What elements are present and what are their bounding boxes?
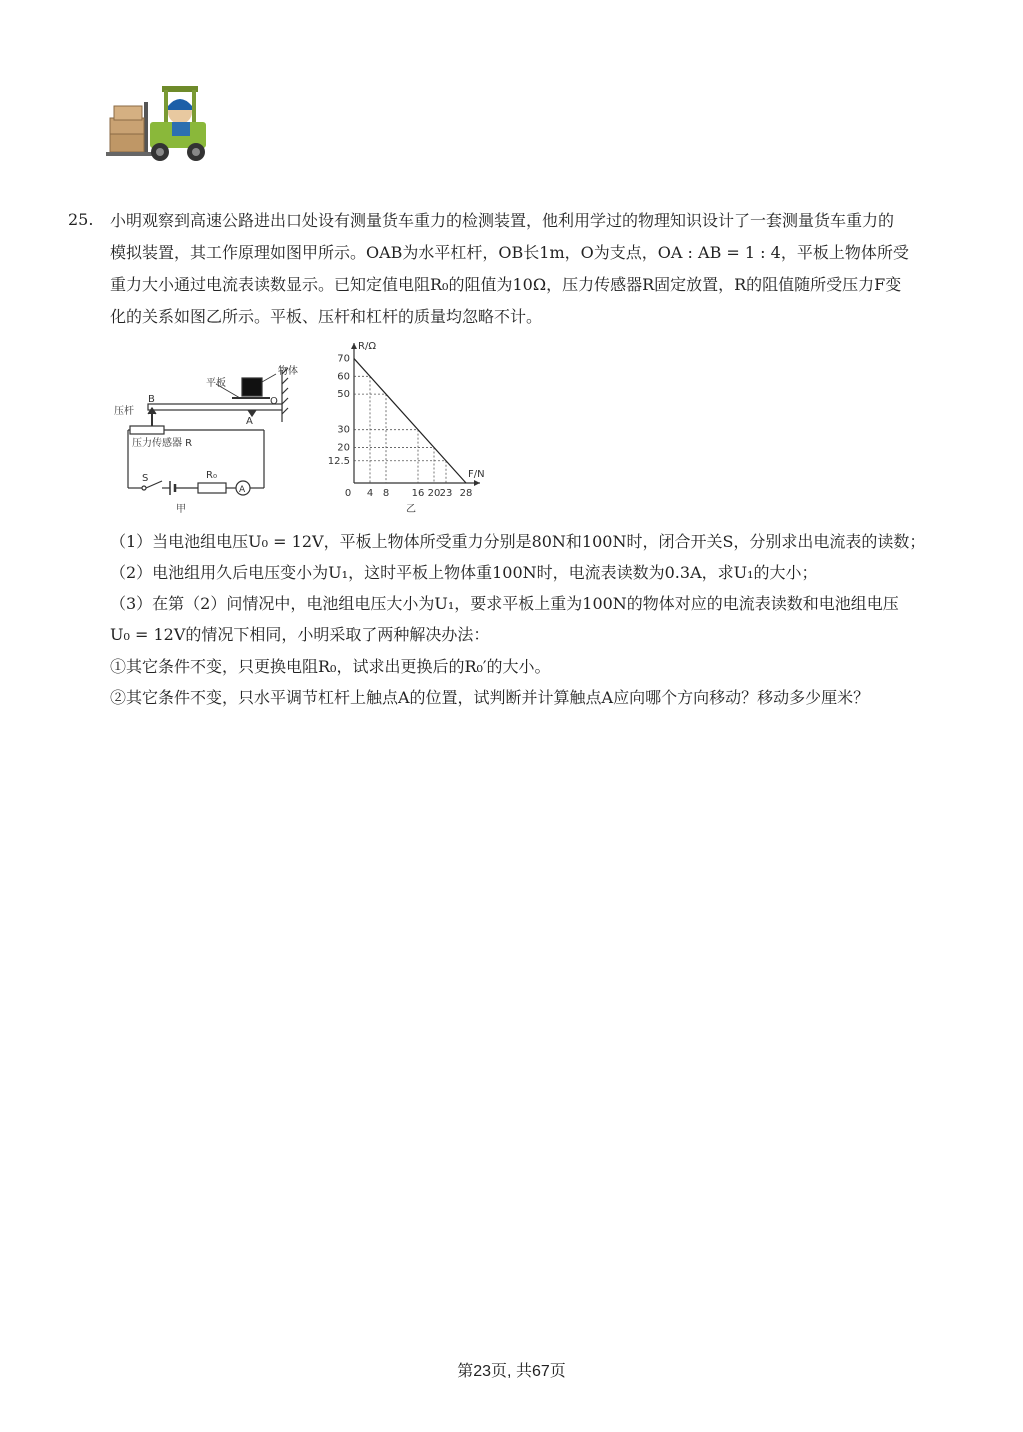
intro-line: 小明观察到高速公路进出口处设有测量货车重力的检测装置，他利用学过的物理知识设计了一套测量货车重力的 bbox=[110, 211, 895, 230]
y-tick-label: 50 bbox=[337, 389, 350, 401]
question-intro bbox=[110, 205, 958, 333]
sub-question-3-method-1: ①其它条件不变，只更换电阻R₀，试求出更换后的R₀′的大小。 bbox=[110, 657, 551, 676]
y-axis-label: R/Ω bbox=[358, 341, 376, 352]
label-point-b: B bbox=[148, 394, 155, 405]
label-rod: 压杆 bbox=[114, 406, 134, 417]
question-number: 25. bbox=[68, 210, 94, 229]
intro-line: 化的关系如图乙所示。平板、压杆和杠杆的质量均忽略不计。 bbox=[110, 307, 543, 326]
y-tick-label: 20 bbox=[337, 442, 350, 454]
caption-yi: 乙 bbox=[406, 504, 416, 515]
label-sensor: 压力传感器 R bbox=[132, 438, 193, 449]
x-tick-label: 20 bbox=[427, 488, 441, 499]
intro-line: 模拟装置，其工作原理如图甲所示。OAB为水平杠杆，OB长1m，O为支点，OA : AB = 1 : 4，平板上物体所受 bbox=[110, 243, 909, 262]
label-point-o: O bbox=[270, 396, 278, 407]
label-switch: S bbox=[142, 473, 149, 484]
label-object: 物体 bbox=[278, 366, 298, 377]
figure-yi-chart bbox=[328, 341, 485, 515]
series-line bbox=[354, 359, 466, 483]
sub-question-1: （1）当电池组电压U₀ = 12V，平板上物体所受重力分别是80N和100N时，闭合开关S，分别求出电流表的读数； bbox=[110, 532, 926, 551]
x-axis-arrow bbox=[474, 480, 480, 486]
label-resistor: R₀ bbox=[206, 470, 217, 481]
x-axis-label: F/N bbox=[468, 469, 485, 480]
intro-line: 重力大小通过电流表读数显示。已知定值电阻R₀的阻值为10Ω，压力传感器R固定放置，R的阻值随所受压力F变 bbox=[110, 275, 902, 294]
label-ammeter: A bbox=[239, 485, 246, 495]
label-plate: 平板 bbox=[206, 378, 226, 389]
x-tick-label: 23 bbox=[439, 488, 453, 499]
caption-jia: 甲 bbox=[176, 504, 186, 515]
x-tick-label: 0 bbox=[344, 488, 352, 499]
y-tick-label: 60 bbox=[337, 371, 350, 383]
page-footer: 第23页, 共67页 bbox=[457, 1363, 566, 1380]
sub-question-3: （3）在第（2）问情况中，电池组电压大小为U₁，要求平板上重为100N的物体对应的电流表读数和电池组电压 bbox=[110, 594, 899, 613]
y-tick-label: 30 bbox=[337, 424, 350, 436]
x-tick-label: 8 bbox=[382, 488, 390, 499]
x-tick-label: 4 bbox=[366, 488, 374, 499]
sub-question-3-cont: U₀ = 12V的情况下相同，小明采取了两种解决办法： bbox=[110, 625, 490, 644]
y-tick-label: 70 bbox=[337, 353, 350, 365]
x-tick-label: 16 bbox=[411, 488, 425, 499]
sub-question-2: （2）电池组用久后电压变小为U₁，这时平板上物体重100N时，电流表读数为0.3A，求U₁的大小； bbox=[110, 563, 818, 582]
y-tick-label: 12.5 bbox=[327, 455, 350, 467]
sub-question-3-method-2: ②其它条件不变，只水平调节杠杆上触点A的位置，试判断并计算触点A应向哪个方向移动？移动多少厘米？ bbox=[110, 688, 870, 707]
x-tick-label: 28 bbox=[459, 488, 473, 499]
forklift-illustration bbox=[104, 72, 214, 164]
y-axis-arrow bbox=[351, 343, 357, 349]
label-point-a: A bbox=[246, 416, 253, 427]
figures bbox=[110, 338, 500, 518]
